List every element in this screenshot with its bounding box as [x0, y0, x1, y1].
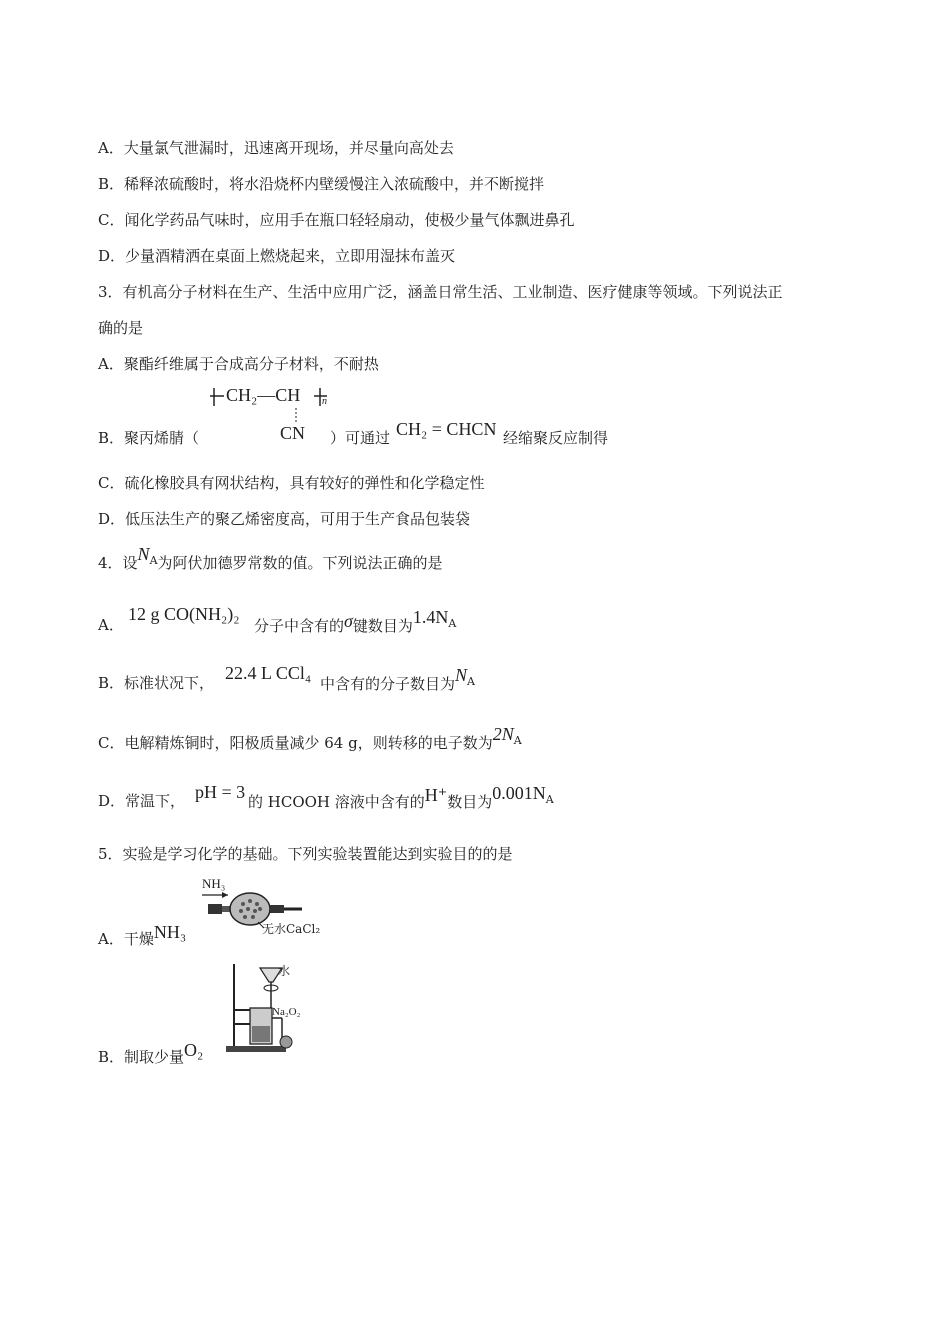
q3-option-a: A．聚酯纤维属于合成高分子材料，不耐热 — [98, 355, 379, 373]
apparatus-water-label: 水 — [278, 964, 291, 978]
q5-stem: 5．实验是学习化学的基础。下列实验装置能达到实验目的的是 — [98, 845, 513, 863]
q4-b-formula: 22.4 L CCl₄ — [225, 663, 312, 683]
q2-option-b: B．稀释浓硫酸时，将水沿烧杯内壁缓慢注入浓硫酸中，并不断搅拌 — [98, 175, 545, 193]
q4-a-value: 1.4N — [412, 607, 449, 627]
q4-b-value-sub: A — [467, 675, 475, 688]
q4-d-value: 0.001N — [492, 783, 546, 803]
q4-a-text — [254, 607, 457, 642]
polymer-chain-text: CH₂—CH — [226, 385, 301, 405]
q4-b-value: N — [455, 665, 468, 685]
q5-option-a — [98, 922, 187, 949]
q4-b-text: 中含有的分子数目为 — [320, 675, 456, 693]
q2-option-c: C．闻化学药品气味时，应用手在瓶口轻轻扇动，使极少量气体飘进鼻孔 — [98, 211, 575, 229]
q4-a-text1: 分子中含有的 — [254, 617, 345, 635]
oxygen-apparatus-figure — [220, 960, 312, 1058]
q4-a-text2: 键数目为 — [352, 617, 413, 635]
drying-tube-reagent-label: 无水CaCl₂ — [262, 922, 321, 936]
q5-option-b — [98, 1040, 204, 1067]
drying-tube-gas-label: NH₃ — [202, 876, 226, 891]
q4-c-value-sub: A — [513, 734, 522, 747]
q4-b-label: B．标准状况下， — [98, 674, 215, 692]
q4-stem-suffix: 为阿伏加德罗常数的值。下列说法正确的是 — [157, 554, 443, 572]
q4-stem-na-sub: A — [149, 554, 158, 567]
q4-d-label: D．常温下， — [98, 792, 186, 810]
q2-option-d: D．少量酒精洒在桌面上燃烧起来，立即用湿抹布盖灭 — [98, 247, 456, 265]
q4-option-c — [98, 724, 522, 759]
q3-option-b-suffix: 经缩聚反应制得 — [503, 429, 609, 447]
q4-d-value-sub: A — [545, 793, 554, 806]
q4-stem — [98, 544, 443, 579]
q3-stem-line2: 确的是 — [98, 319, 144, 337]
q4-stem-prefix: 4．设 — [98, 554, 138, 572]
polymer-n-subscript: n — [322, 396, 327, 407]
q3-option-b-mid: ）可通过 — [330, 429, 391, 447]
drying-tube-figure — [198, 876, 328, 942]
q5-b-formula: O₂ — [184, 1040, 204, 1060]
q5-a-label: A．干燥 — [98, 930, 154, 948]
q4-d-text2: 数目为 — [447, 793, 493, 811]
q5-a-formula: NH₃ — [153, 922, 187, 942]
apparatus-reagent-label: Na₂O₂ — [272, 1006, 301, 1018]
q4-a-value-sub: A — [448, 617, 457, 630]
q4-option-d — [98, 791, 185, 811]
q3-option-b-prefix: B．聚丙烯腈（ — [98, 429, 200, 447]
q4-option-a — [98, 615, 124, 635]
q4-a-label: A． — [98, 616, 124, 634]
q5-b-label: B．制取少量 — [98, 1048, 185, 1066]
q4-b-text-group — [320, 665, 475, 700]
q3-option-b-monomer: CH₂ = CHCN — [396, 419, 497, 439]
q4-d-text1: 的 HCOOH 溶液中含有的 — [248, 793, 425, 811]
q4-d-h: H⁺ — [424, 785, 448, 805]
q3-option-d: D．低压法生产的聚乙烯密度高，可用于生产食品包装袋 — [98, 510, 471, 528]
q4-stem-na: N — [137, 544, 150, 564]
q4-c-text: C．电解精炼铜时，阳极质量减少 64 g，则转移的电子数为 — [98, 734, 493, 752]
q2-option-a: A．大量氯气泄漏时，迅速离开现场，并尽量向高处去 — [98, 139, 454, 157]
q4-option-b — [98, 673, 214, 693]
q4-a-formula: 12 g CO(NH₂)₂ — [128, 604, 240, 624]
q3-stem-line1: 3．有机高分子材料在生产、生活中应用广泛，涵盖日常生活、工业制造、医疗健康等领域。下列说法正 — [98, 283, 783, 301]
q4-d-ph: pH = 3 — [195, 782, 246, 802]
q3-option-c: C．硫化橡胶具有网状结构，具有较好的弹性和化学稳定性 — [98, 474, 485, 492]
q4-c-value: 2N — [492, 724, 514, 744]
q4-d-rest — [248, 783, 554, 818]
q4-a-sigma: σ — [344, 611, 353, 631]
polyacrylonitrile-structure — [210, 382, 330, 446]
polymer-cn-group: CN — [280, 423, 306, 443]
